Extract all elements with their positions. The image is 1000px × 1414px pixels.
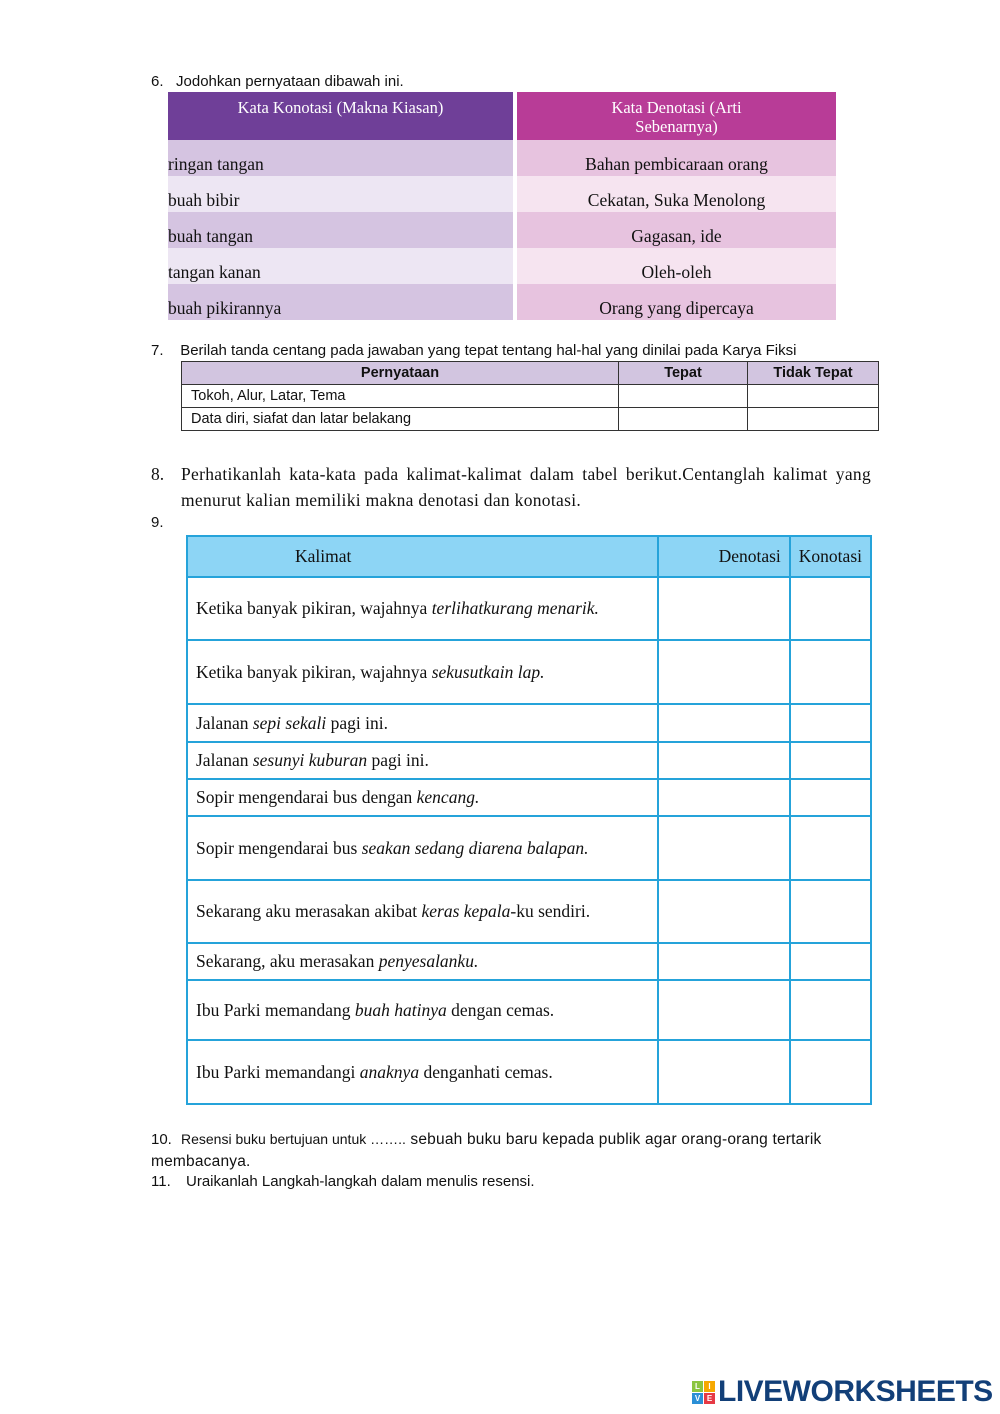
table-row: [187, 816, 871, 880]
kalimat-cell: Sekarang aku merasakan akibat keras kepala-ku sendiri.: [187, 880, 658, 943]
question-10: 10. Resensi buku bertujuan untuk …….. sebuah buku baru kepada publik agar orang-orang tertarik membacanya.: [151, 1131, 822, 1170]
table-row: Tokoh, Alur, Latar, Tema: [182, 385, 879, 408]
logo-icon: L I V E: [692, 1381, 715, 1404]
konotasi-cell[interactable]: [790, 577, 871, 640]
question-8-text: Perhatikanlah kata-kata pada kalimat-kalimat dalam tabel berikut.Centanglah kalimat yang menurut kalian memiliki makna denotasi dan konotasi.: [181, 464, 871, 510]
question-8: 8.: [151, 464, 165, 484]
kalimat-cell: Ketika banyak pikiran, wajahnya sekusutkain lap.: [187, 640, 658, 704]
table-row: [187, 640, 871, 704]
kalimat-cell: Sopir mengendarai bus dengan kencang.: [187, 779, 658, 816]
table-row: [187, 742, 871, 779]
kalimat-cell: Jalanan sesunyi kuburan pagi ini.: [187, 742, 658, 779]
table-row: [187, 1040, 871, 1104]
table-row: [187, 880, 871, 943]
tidak-tepat-cell[interactable]: [748, 408, 879, 431]
kalimat-cell: Sopir mengendarai bus seakan sedang diarena balapan.: [187, 816, 658, 880]
table-row: [187, 704, 871, 742]
table-row: Data diri, siafat dan latar belakang: [182, 408, 879, 431]
denotasi-cell[interactable]: [658, 577, 790, 640]
table-row: [187, 779, 871, 816]
konotasi-cell[interactable]: [790, 742, 871, 779]
table-row: [187, 943, 871, 980]
matching-table: [168, 92, 836, 320]
denotasi-cell[interactable]: [658, 943, 790, 980]
denotasi-cell[interactable]: [658, 704, 790, 742]
konotasi-cell[interactable]: [790, 880, 871, 943]
table-row: [187, 980, 871, 1040]
tepat-cell[interactable]: [619, 408, 748, 431]
question-9-number: 9.: [151, 514, 164, 531]
denotasi-cell[interactable]: [658, 980, 790, 1040]
question-6: 6. Jodohkan pernyataan dibawah ini.: [151, 73, 404, 90]
table-row: buah bibir Cekatan, Suka Menolong: [168, 176, 836, 212]
denotasi-cell[interactable]: [658, 779, 790, 816]
header-denotasi: Kata Denotasi (Arti Sebenarnya): [517, 92, 836, 140]
table-row: tangan kanan Oleh-oleh: [168, 248, 836, 284]
question-7: 7. Berilah tanda centang pada jawaban yang tepat tentang hal-hal yang dinilai pada Karya Fiksi: [151, 342, 797, 359]
konotasi-cell[interactable]: [790, 779, 871, 816]
konotasi-cell[interactable]: [790, 704, 871, 742]
kalimat-cell: Sekarang, aku merasakan penyesalanku.: [187, 943, 658, 980]
kalimat-cell: Jalanan sepi sekali pagi ini.: [187, 704, 658, 742]
kalimat-cell: Ibu Parki memandangi anaknya denganhati cemas.: [187, 1040, 658, 1104]
header-konotasi: Kata Konotasi (Makna Kiasan): [168, 92, 517, 140]
denotasi-cell[interactable]: [658, 1040, 790, 1104]
konotasi-cell[interactable]: [790, 980, 871, 1040]
table-row: [187, 577, 871, 640]
denotasi-konotasi-table: Kalimat Denotasi Konotasi Ketika banyak pikiran, wajahnya terlihatkurang menarik. Ketika banyak pikiran, wajahnya sekusutkain lap. Jalanan sepi sekali pagi ini. Jalanan sesunyi kuburan pagi ini. Sopir mengendarai bus dengan kencang. Sopir mengendarai bus seakan sedang diarena balapan. Sekarang aku merasakan akibat keras kepala-ku sendiri. Sekarang, aku merasakan penyesalanku. Ibu Parki memandang buah hatinya dengan cemas. Ibu Parki memandangi anaknya denganhati cemas.: [186, 535, 872, 1105]
konotasi-cell[interactable]: [790, 1040, 871, 1104]
denotasi-cell[interactable]: [658, 816, 790, 880]
kalimat-cell: Ibu Parki memandang buah hatinya dengan cemas.: [187, 980, 658, 1040]
table-row: buah pikirannya Orang yang dipercaya: [168, 284, 836, 320]
denotasi-cell[interactable]: [658, 742, 790, 779]
denotasi-cell[interactable]: [658, 640, 790, 704]
table-row: buah tangan Gagasan, ide: [168, 212, 836, 248]
tidak-tepat-cell[interactable]: [748, 385, 879, 408]
kalimat-cell: Ketika banyak pikiran, wajahnya terlihatkurang menarik.: [187, 577, 658, 640]
liveworksheets-logo: L I V E LIVEWORKSHEETS: [692, 1375, 993, 1409]
tepat-cell[interactable]: [619, 385, 748, 408]
denotasi-cell[interactable]: [658, 880, 790, 943]
question-11: 11. Uraikanlah Langkah-langkah dalam menulis resensi.: [151, 1173, 535, 1190]
konotasi-cell[interactable]: [790, 640, 871, 704]
konotasi-cell[interactable]: [790, 816, 871, 880]
checklist-table: Pernyataan Tepat Tidak Tepat Tokoh, Alur, Latar, Tema Data diri, siafat dan latar belakang: [181, 361, 879, 431]
table-row: ringan tangan Bahan pembicaraan orang: [168, 140, 836, 176]
konotasi-cell[interactable]: [790, 943, 871, 980]
